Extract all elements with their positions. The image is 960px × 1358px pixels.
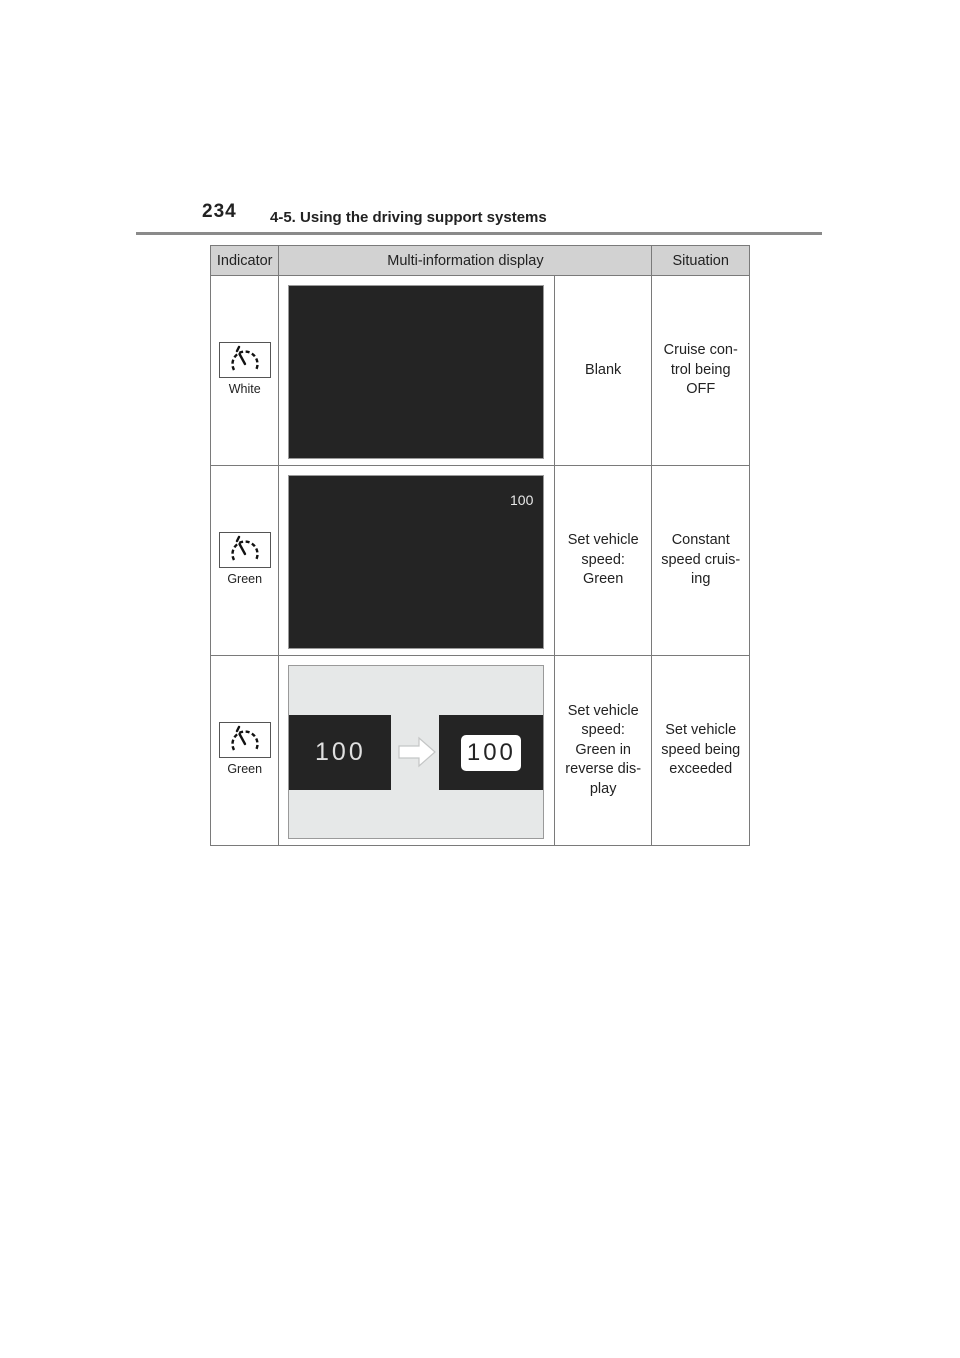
- display-description-line: play: [589, 780, 617, 797]
- reverse-speed-panel: [439, 715, 543, 790]
- indicator-cell: [211, 656, 279, 846]
- arrow-right-icon: [397, 736, 437, 768]
- table-row: [211, 276, 750, 466]
- display-description-line: speed:: [581, 551, 625, 568]
- situation-line: Constant: [671, 532, 730, 549]
- cruise-control-speedometer-icon: [219, 532, 271, 568]
- cruise-control-speedometer-icon: [219, 722, 271, 758]
- cruise-control-speedometer-icon: [219, 342, 271, 378]
- page-number: 234: [202, 201, 237, 222]
- display-image-cell: [279, 656, 555, 846]
- situation-line: Set vehicle: [665, 722, 737, 739]
- section-title: 4-5. Using the driving support systems: [270, 209, 547, 226]
- display-screen-blank: [288, 285, 544, 459]
- reverse-speed-readout: 100: [466, 738, 516, 766]
- situation-line: trol being: [670, 361, 731, 378]
- display-description-line: Green: [583, 571, 624, 588]
- display-description-cell: [554, 466, 652, 656]
- indicator-cell: [211, 466, 279, 656]
- normal-speed-readout: 100: [315, 737, 366, 766]
- reverse-speed-box: [461, 735, 521, 771]
- display-description-line: Blank: [585, 361, 622, 378]
- display-description-line: Set vehicle: [567, 532, 639, 549]
- display-description-cell: [554, 276, 652, 466]
- situation-cell: [652, 466, 750, 656]
- table-header-row: [211, 246, 750, 276]
- situation-cell: [652, 276, 750, 466]
- display-description-line: Set vehicle: [567, 702, 639, 719]
- display-description-line: Green in: [575, 741, 631, 758]
- set-speed-readout: 100: [510, 492, 534, 508]
- indicator-color-label: Green: [227, 761, 263, 776]
- display-image-cell: [279, 466, 555, 656]
- display-description-line: speed:: [581, 722, 625, 739]
- indicator-color-label: White: [228, 381, 261, 396]
- situation-line: ing: [691, 571, 711, 588]
- header-rule: [136, 232, 822, 235]
- column-header-display: Multi-information display: [279, 246, 652, 276]
- normal-speed-panel: [289, 715, 391, 790]
- indicator-color-label: Green: [227, 571, 263, 586]
- display-screen-reverse: [288, 665, 544, 839]
- situation-line: exceeded: [669, 761, 733, 778]
- table-row: [211, 656, 750, 846]
- column-header-indicator: Indicator: [211, 246, 279, 276]
- column-header-situation: Situation: [652, 246, 750, 276]
- situation-line: speed being: [661, 741, 741, 758]
- display-image-cell: [279, 276, 555, 466]
- display-description-line: reverse dis-: [565, 761, 642, 778]
- indicator-cell: [211, 276, 279, 466]
- table-row: [211, 466, 750, 656]
- situation-line: speed cruis-: [661, 551, 741, 568]
- indicator-table: [210, 245, 750, 846]
- display-screen-speed: [288, 475, 544, 649]
- situation-line: Cruise con-: [663, 342, 738, 359]
- situation-cell: [652, 656, 750, 846]
- situation-line: OFF: [686, 381, 716, 398]
- display-description-cell: [554, 656, 652, 846]
